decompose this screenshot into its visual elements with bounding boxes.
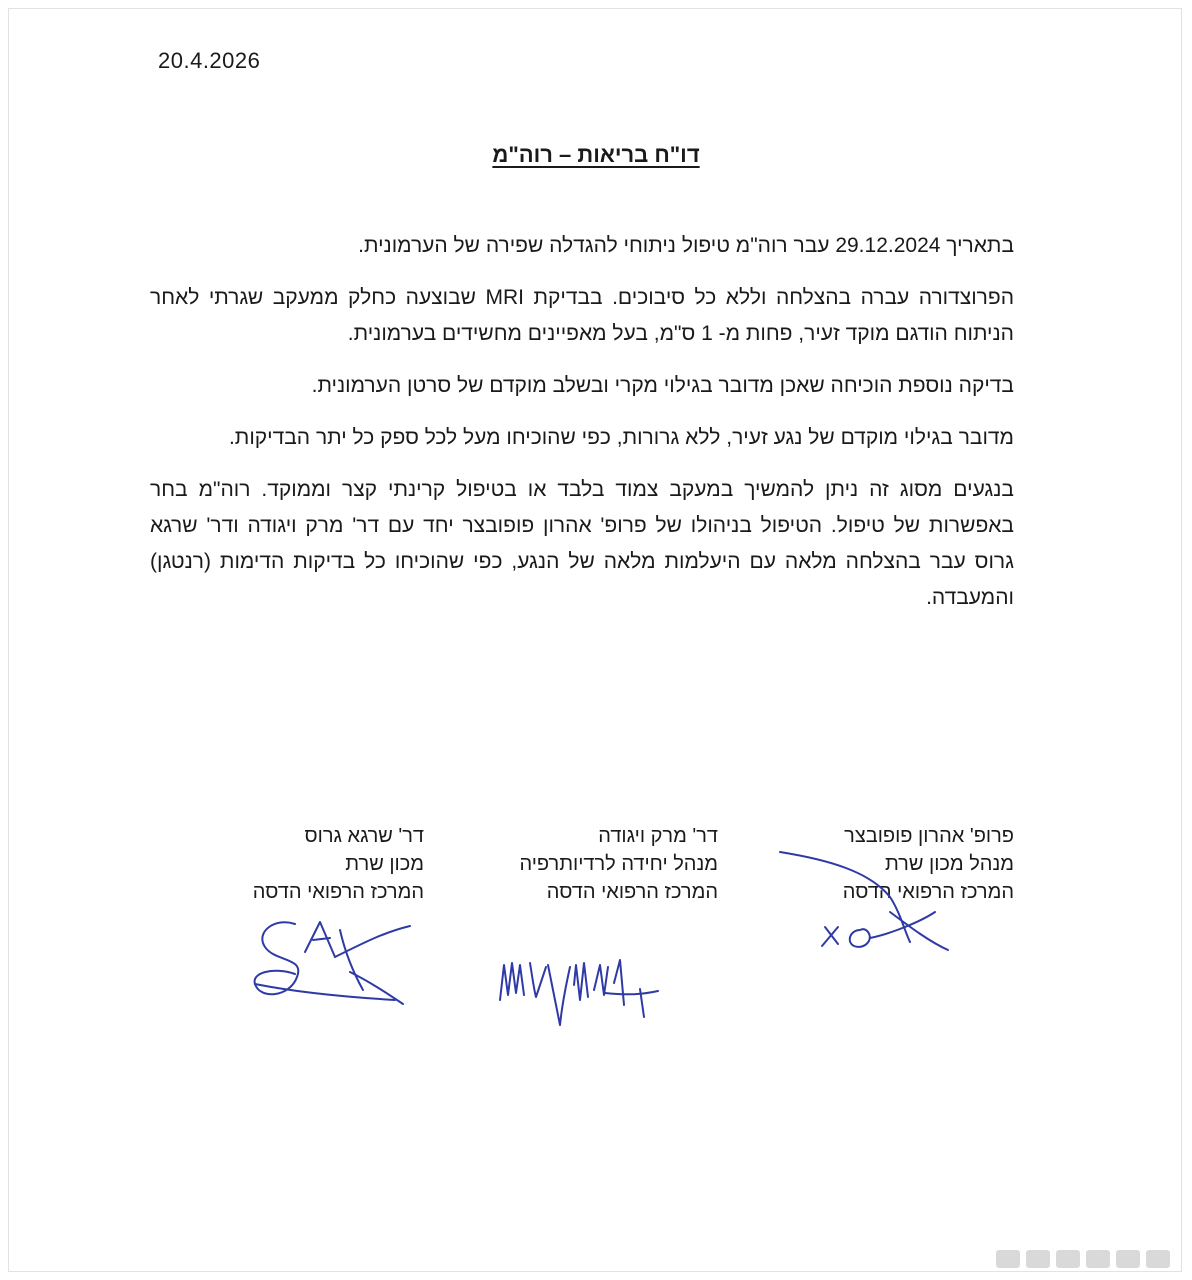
document-date: 20.4.2026 bbox=[158, 48, 261, 73]
document-body bbox=[150, 228, 1014, 632]
signatory-institution: המרכז הרפואי הדסה bbox=[546, 881, 718, 903]
signatory-institution: המרכז הרפואי הדסה bbox=[252, 881, 424, 903]
paragraph-early-detection: מדובר בגילוי מוקדם של נגע זעיר, ללא גרורות, כפי שהוכיחו מעל לכל ספק כל יתר הבדיקות. bbox=[228, 426, 1014, 449]
signature-gross-icon bbox=[235, 912, 425, 1012]
signatory-wygoda bbox=[519, 822, 718, 906]
signatory-gross bbox=[253, 822, 424, 906]
signatory-name: פרופ' אהרון פופובצר bbox=[844, 825, 1014, 847]
document-title: דו"ח בריאות – רוה"מ bbox=[492, 142, 700, 167]
signatory-role: מנהל מכון שרת bbox=[884, 853, 1014, 875]
page-indicator bbox=[996, 1250, 1170, 1268]
page-indicator-dot bbox=[1026, 1250, 1050, 1268]
signatory-role: מנהל יחידה לרדיותרפיה bbox=[519, 853, 718, 875]
paragraph-diagnosis: בדיקה נוספת הוכיחה שאכן מדובר בגילוי מקרי ובשלב מוקדם של סרטן הערמונית. bbox=[311, 374, 1014, 397]
page-indicator-dot bbox=[1086, 1250, 1110, 1268]
page-indicator-dot bbox=[996, 1250, 1020, 1268]
signature-wygoda-icon bbox=[490, 945, 670, 1045]
page-indicator-dot bbox=[1056, 1250, 1080, 1268]
signatory-name: דר' מרק ויגודה bbox=[598, 825, 718, 847]
paragraph-mri: הפרוצדורה עברה בהצלחה וללא כל סיבוכים. בבדיקת MRI שבוצעה כחלק ממעקב שגרתי לאחר הניתוח הודגם מוקד זעיר, פחות מ- 1 ס"מ, בעל מאפיינים מחשידים בערמונית. bbox=[150, 286, 1015, 345]
signatory-role: מכון שרת bbox=[345, 853, 424, 875]
signatory-institution: המרכז הרפואי הדסה bbox=[842, 881, 1014, 903]
page-indicator-dot bbox=[1146, 1250, 1170, 1268]
paragraph-treatment: בנגעים מסוג זה ניתן להמשיך במעקב צמוד בלבד או בטיפול קרינתי קצר וממוקד. רוה"מ בחר באפשרות של טיפול. הטיפול בניהולו של פרופ' אהרון פופובצר יחד עם דר' מרק ויגודה ודר' שרגא גרוס עבר בהצלחה מלאה עם היעלמות מלאה של הנגע, כפי שהוכיחו כל בדיקות הדימות (רנטגן) והמעבדה. bbox=[150, 478, 1014, 609]
document-page bbox=[8, 8, 1182, 1272]
paragraph-surgery: בתאריך 29.12.2024 עבר רוה"מ טיפול ניתוחי להגדלה שפירה של הערמונית. bbox=[358, 234, 1014, 257]
signatory-name: דר' שרגא גרוס bbox=[304, 825, 424, 847]
signature-popovtzer-icon bbox=[770, 842, 960, 962]
page-indicator-dot bbox=[1116, 1250, 1140, 1268]
